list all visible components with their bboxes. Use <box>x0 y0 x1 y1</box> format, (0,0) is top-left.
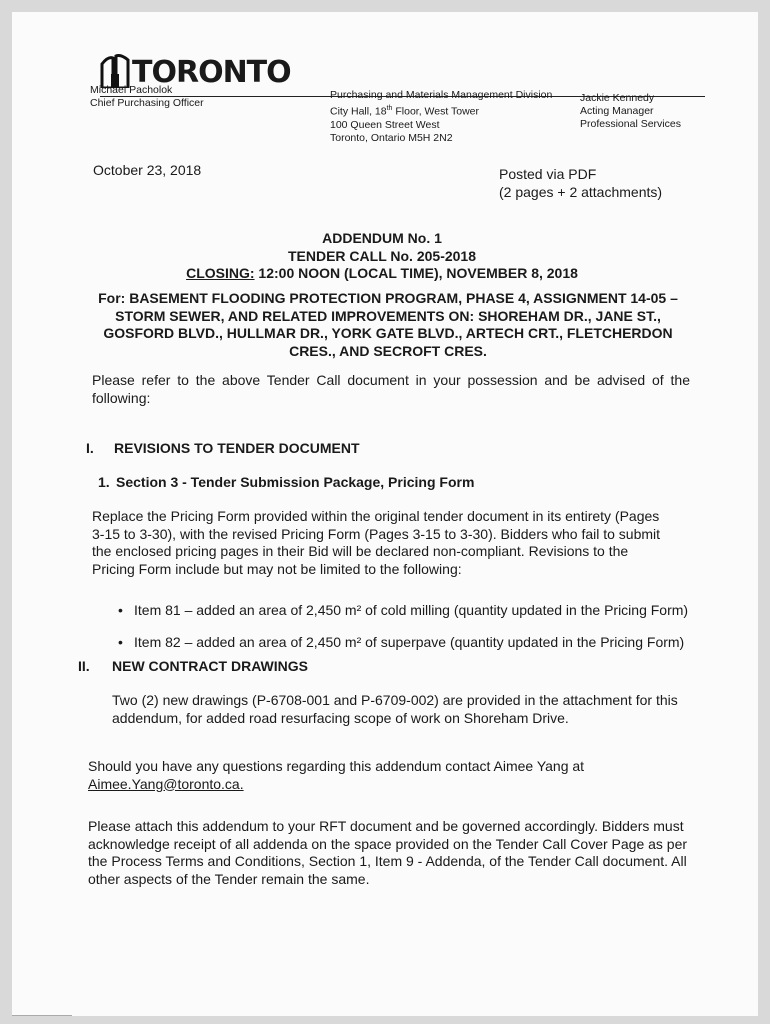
logo-wordmark: TORONTO <box>132 55 291 90</box>
subsection-heading: Section 3 - Tender Submission Package, Pricing Form <box>116 474 475 490</box>
section-1-number: I. <box>86 440 94 456</box>
officer-name: Michael Pacholok <box>90 84 173 96</box>
drawings-paragraph: Two (2) new drawings (P-6708-001 and P-6709-002) are provided in the attachment for this addendum, for added road resurfacing scope of work on Shoreham Drive. <box>112 692 678 726</box>
page-count: (2 pages + 2 attachments) <box>499 183 663 200</box>
manager-name: Jackie Kennedy <box>580 92 655 104</box>
manager-block <box>580 92 681 131</box>
division-address <box>330 89 552 145</box>
manager-dept: Professional Services <box>580 118 681 130</box>
for-description: For: BASEMENT FLOODING PROTECTION PROGRAM, PHASE 4, ASSIGNMENT 14-05 – STORM SEWER, AND RELATED IMPROVEMENTS ON: SHOREHAM DR., JANE ST., GOSFORD BLVD., HULLMAR DR., YORK GATE BLVD., ARTECH CRT., FLETCHERDON CRES., AND SECROFT CRES. <box>98 290 678 359</box>
posted-via: Posted via PDF <box>499 166 597 182</box>
city-hall-icon <box>100 54 130 88</box>
contact-paragraph <box>88 758 678 793</box>
closing-paragraph: Please attach this addendum to your RFT document and be governed accordingly. Bidders must acknowledge receipt of all addenda on the space provided on the Tender Call Cover Page as per the Process Terms and Conditions, Section 1, Item 9 - Addenda, of the Tender Call document. All other aspects of the Tender remain the same. <box>88 818 688 887</box>
revision-item-82: • Item 82 – added an area of 2,450 m² of superpave (quantity updated in the Pricing Form) <box>92 634 692 652</box>
section-2-number: II. <box>78 658 90 674</box>
closing-time: 12:00 NOON (LOCAL TIME), NOVEMBER 8, 2018 <box>254 265 578 281</box>
toronto-logo <box>100 54 291 88</box>
pricing-paragraph: Replace the Pricing Form provided within the original tender document in its entirety (Pages 3-15 to 3-30), with the revised Pricing Form (Pages 3-15 to 3-30). Bidders who fail to submit the enclosed pricing pages in their Bid will be declared non-compliant. Revisions to the Pricing Form include but may not be limited to the following: <box>92 508 661 577</box>
contact-email-link[interactable]: Aimee.Yang@toronto.ca. <box>88 775 244 792</box>
contact-text: Should you have any questions regarding this addendum contact Aimee Yang at <box>88 758 585 774</box>
title-block <box>132 230 632 283</box>
address-line-2: 100 Queen Street West <box>330 118 440 131</box>
scan-edge-mark <box>12 1015 72 1016</box>
officer-block <box>90 84 204 110</box>
address-line-1: City Hall, 18th Floor, West Tower <box>330 105 480 118</box>
address-line-3: Toronto, Ontario M5H 2N2 <box>330 131 453 144</box>
section-1-heading: REVISIONS TO TENDER DOCUMENT <box>114 440 360 456</box>
posted-note <box>499 166 662 201</box>
closing-label: CLOSING: <box>186 265 255 281</box>
tender-call-number: TENDER CALL No. 205-2018 <box>287 247 476 264</box>
revision-list <box>92 602 692 665</box>
addendum-number: ADDENDUM No. 1 <box>322 230 442 246</box>
section-2-heading: NEW CONTRACT DRAWINGS <box>112 658 308 674</box>
intro-paragraph: Please refer to the above Tender Call document in your possession and be advised of the following: <box>92 372 690 406</box>
revision-item-81: • Item 81 – added an area of 2,450 m² of cold milling (quantity updated in the Pricing Form) <box>92 602 692 620</box>
closing-line <box>132 265 632 283</box>
officer-title: Chief Purchasing Officer <box>90 97 204 109</box>
document-page <box>12 12 758 1016</box>
division-name: Purchasing and Materials Management Division <box>330 89 553 101</box>
manager-title: Acting Manager <box>580 105 654 117</box>
subsection-number: 1. <box>98 474 110 490</box>
letter-date: October 23, 2018 <box>93 162 202 178</box>
